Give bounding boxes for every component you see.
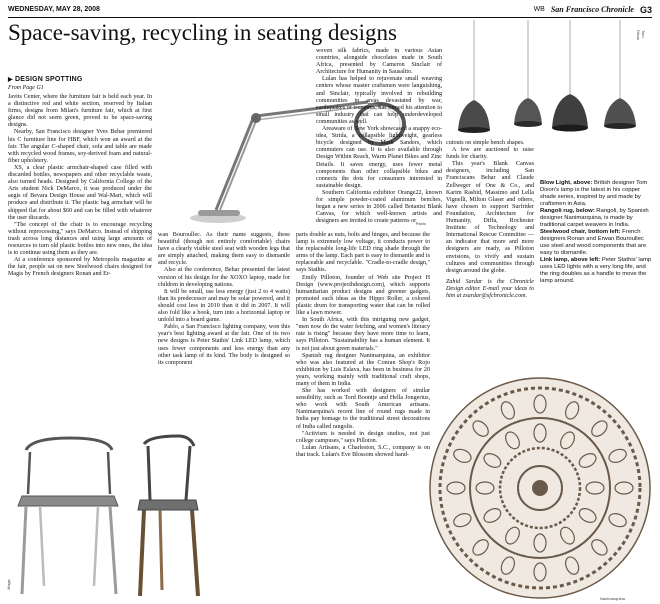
pendant-shade [604, 98, 636, 126]
paragraph: Lulan has helped to rejuvenate small weaving centers whose master craftsmen were languishing, and Sinclair, typically involved in rebuilding communities in areas devastated by war, earthquakes or tsunamis, has turned his attention to small industry that can help underdeveloped communities as well. [316, 76, 442, 125]
paragraph: woven silk fabrics, made in various Asian countries, alongside chocolates made in South Africa, presented by Cameron Sinclair of Architecture for Humanity in Sausalito. [316, 48, 442, 76]
masthead: San Francisco Chronicle [550, 5, 634, 14]
paragraph: A few are auctioned to raise funds for charity. [446, 147, 534, 161]
paragraph: Nearby, San Francisco designer Yves Behar premiered his C furniture line for HBF, which won an award at the fair. The angular C-shaped chair, sofa and table are made with recycled wood frames, soy-derived foam and natural-fiber upholstery. [8, 129, 152, 164]
kicker: ▶ DESIGN SPOTTING [8, 76, 83, 83]
paragraph: Also at the conference, Behar presented the latest version of his design for the XOXO laptop, made for children in developing nations. [158, 267, 290, 288]
photo-credit-chair: Magis [6, 579, 11, 590]
photo-credit-lamp: Pablo [415, 221, 426, 226]
issue-date: WEDNESDAY, MAY 28, 2008 [8, 6, 100, 13]
paragraph: Javits Center, where the furniture fair is held each year. In a distinctive red and white section, reserved by Italian firms, designs from Milan's furniture fair, which at first glance did not seem green, proved to be space-saving designs. [8, 94, 152, 129]
paragraph: Pablo, a San Francisco lighting company, won this year's best lighting award at the fair. One of its two new designs is Peter Stathis' Link LED lamp, which uses fewer components and less energy than any other task lamp of its kind. The body is designed so its component [158, 324, 290, 366]
page-number: G3 [639, 5, 652, 15]
rangoli-rug-photo [428, 376, 660, 604]
paragraph: She has worked with designers of similar sensibility, such as Tord Boontje and Hella Jongerius, who work with South American artisans. Nanimarquina's recent line of round rugs made in India pay homage to the traditional street decorations of India called rangolis. [296, 388, 430, 430]
paragraph: At a conference sponsored by Metropolis magazine at the fair, people sat on new Steelwood chairs designed for Magis by French designers Ronan and Er- [8, 257, 152, 278]
paragraph: "The concept of the chair is to encourage recycling without reprocessing," says DeMarco. Instead of shipping trash across long distances and using large amounts of resources to turn old plastic bottles into new ones, the idea is to continue using them as they are. [8, 221, 152, 257]
article-column-5 [446, 140, 534, 300]
paragraph: Lulan Artisans, a Charleston, S.C., company is on that track. Lulan's Eve Blossom showed hand- [296, 444, 430, 458]
paragraph: In South Africa, with this intriguing new gadget, "men now do the water fetching, and women's literacy rate is rising" because they have more time to learn, says Pilloton. "Sustainability has a human element. It is not just about green materials." [296, 317, 430, 352]
paragraph: cutouts on simple bench shapes. [446, 140, 525, 146]
caption-head: Blow Light, above: [540, 180, 593, 186]
article-column-4 [316, 48, 442, 225]
photo-credit-rug: Nanimarquina [600, 596, 625, 601]
caption-text: French designers Ronan and Erwan Bouroullec use steel and wood components that are easy to dismantle. [540, 229, 647, 256]
steelwood-chair-photo [10, 420, 214, 600]
pendant-shade [458, 100, 490, 130]
page-header [8, 4, 652, 16]
photo-credit-pendants: Tom Dixon [636, 30, 646, 41]
paragraph: Spanish rug designer Nanimarquina, an exhibitor who was also featured at the Conran Shop's Rojo exhibition by Luis Eslava, has been in business for 20 years, working mainly with traditional craft shops, many of them in India. [296, 352, 430, 387]
caption [540, 180, 652, 208]
caption [540, 208, 652, 229]
triangle-icon: ▶ [8, 77, 13, 83]
headline: Space-saving, recycling in seating designs [8, 20, 397, 45]
paragraph: Areaware of New York showcased a snappy eco-idea, Strida, a collapsible lightweight, gearless bicycle designed by Mark Sanders, which commuters can use. It is also available through Design Within Reach, Warm Planet Bikes and Zinc Details. It saves energy, uses fewer metal components than other collapsible bikes and connects the dots for consumers interested in sustainable design. [316, 126, 442, 189]
caption-text: Peter Stathis' lamp uses LED lights with a very long life, and the ring doubles as a handle to move the lamp around. [540, 257, 652, 284]
article-column-2 [158, 232, 290, 367]
author-bio: Zahid Sardar is the Chronicle Design editor. E-mail your ideas to him at zsardar@sfchronicle.com. [446, 278, 534, 299]
caption-head: Rangoli rug, below: [540, 208, 595, 214]
paragraph: parts double as nuts, bolts and hinges, and because the lamp is extremely low voltage, it conducts power to the replaceable long-life LED ring shade through the arms of the lamp. Each part is easy to dismantle and is replaceable and recyclable. "Cradle-to-cradle design," says Stathis. [296, 232, 430, 274]
pendant-shade [514, 98, 542, 124]
paragraph: wan Bouroullec. As their name suggests, these beautiful (though not entirely comfortable) chairs have a clearly visible steel seat with wooden legs that are simply attached, making them easy to dismantle and recycle. [158, 232, 290, 267]
paragraph: "Activism is needed in design studios, not just college campuses," says Pilloton. [296, 430, 430, 444]
pendant-lamps-photo [444, 20, 656, 138]
caption-head: Link lamp, above left: [540, 257, 601, 263]
paragraph: This year's Blank Canvas designers, including San Franciscans Behar and Claude Zellweger of One & Co., and Karim Rashid, Massimo and Lella Vignelli, Milton Glaser and others, have chosen to support Surfrider Foundation, Architecture for Humanity, Diffa, Rochester Institute of Technology and International Rescue Committee — an indicator that more and more designers are ready, as Pilloton envisions, to vivify and sustain cultures and communities through design around the globe. [446, 161, 534, 274]
article-column-1 [8, 94, 152, 278]
header-rule [8, 17, 652, 18]
section-code: WB [533, 6, 545, 13]
caption-text: British designer Tom Dixon's lamp is the latest in his copper shade series, inspired by and made by craftsmen in Asia. [540, 180, 648, 207]
photo-captions [540, 180, 652, 285]
paragraph: Emily Pilloton, founder of Web site Project H Design (www.projecthdesign.com), which supports humanitarian product designs and greener gadgets, promoted such ideas as the Hippo Roller, a colored plastic drum for transporting water that can be rolled like a lawn mower. [296, 274, 430, 317]
paragraph: Southern California exhibitor Orange22, known for simple powder-coated aluminum benches, began a new series in 2006 called Botanist Blank Canvas, for which well-known artists and designers are invited to create patterns or [316, 189, 442, 225]
pendant-shade [552, 94, 588, 128]
caption [540, 229, 652, 257]
paragraph: It will be small, use less energy (just 2 to 4 watts) than its predecessor and may be solar powered, and it should cost less in 2010 than it did in 2007. It will also fold like a book, turn into a horizontal laptop or unfold into a board game. [158, 288, 290, 324]
article-column-3 [296, 232, 430, 459]
jump-from: From Page G1 [8, 85, 44, 91]
paragraph: XS, a clear plastic armchair-shaped case filled with discarded bottles, newspapers and other recyclable waste, also turned heads. Designed by California College of the Arts student Nick DeMarco, it was produced under the aegis of Bevara Design House and Wal-Mart, which will produce and distribute it. The plastic bag armchair will be shipped flat for about $60 and can be filled with whatever the user discards. [8, 164, 152, 221]
caption-head: Steelwood chair, bottom left: [540, 229, 621, 235]
caption-text: Rangoli, by Spanish designer Nanimarquina, is made by traditional carpet weavers in India. [540, 208, 649, 228]
caption [540, 257, 652, 285]
